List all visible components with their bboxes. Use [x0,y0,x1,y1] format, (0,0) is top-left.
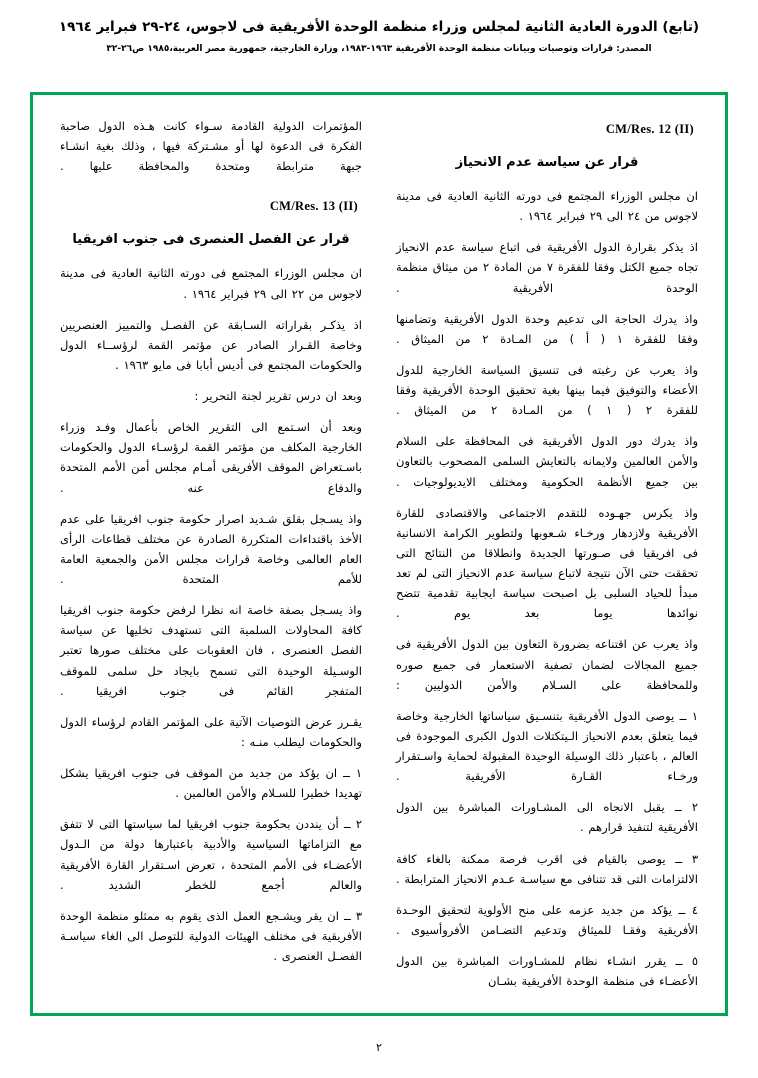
paragraph: واذ يكرس جهـوده للتقدم الاجتماعى والاقتصادى للقارة الأفريقية ولازدهار ورخـاء شـعوبها ولتطوير الكرامة الانسانية فى افريقيا فى صـورتها الجديدة وانطلاقا من النتائج التى تحققت حتى الآن نتيجة لاتباع سياسة عدم الانحياز التى لم تعد مبدأ للحياد السلبى بل اصبحت سياسة ايجابية تقدمية تتضح نوائدها يوما بعد يوم . [396,505,698,621]
paragraph: اذ يذكر بقرارة الدول الأفريقية فى اتباع سياسة عدم الانحياز تجاه جميع الكتل وفقا للفقرة ٧ من المادة ٢ من ميثاق منظمة الوحدة الأفريقية . [396,240,698,295]
paragraph: المؤتمرات الدولية القادمة سـواء كانت هـذه الدول صاحبة الفكرة فى الدعوة لها أو مشـتركة فيها ، وذلك بغية انشـاء جبهة مترابطة ومتحدة والمحافظة عليها . [60,119,362,174]
paragraph: وبعد أن اسـتمع الى التقرير الخاص بأعمال وفـد وزراء الخارجية المكلف من مؤتمر القمة لرؤسـاء الدول والحكومات باسـتعراض الموقف الأفريقى أمـام مجلس أمن الأمم المتحدة والدفاع عنه . [60,420,362,495]
paragraph: ٢ ــ يقبل الانجاه الى المشـاورات المباشرة بين الدول الأفريقية لتنفيذ قرارهم . [396,800,698,835]
left-column [60,116,362,996]
resolution-code-12: CM/Res. 12 (II) [605,122,694,136]
paragraph: واذ يسـجل بقلق شـديد اصرار حكومة جنوب افريقيا على عدم الأخذ باقتداءات المتكررة الصادرة عن مختلف قطاعات الرأى العام العالمى وخاصة قرارات مجلس الأمن والجمعية العامة للأمم المتحدة . [60,511,362,586]
paragraph: ٣ ــ ان يقر ويشـجع العمل الذى يقوم به ممثلو منظمة الوحدة الأفريقية فى مختلف الهيئات الدولية للتوصل الى الغاء سياسـة الفصـل العنصرى . [60,908,362,963]
paragraph: ١ ــ ان يؤكد من جديد من الموقف فى جنوب افريقيا يشكل تهديدا خطيرا للسـلام والأمن العالمين . [60,766,362,801]
paragraph: واذ يعرب عن اقتناعه بضرورة التعاون بين الدول الأفريقية فى جميع المجالات لضمان تصفية الاستعمار فى جميع صوره وللمحافظة على السـلام والأمن الدوليين : [396,637,698,692]
paragraph: واذ يسـجل بصفة خاصة انه نظرا لرفض حكومة جنوب افريقيا كافة المحاولات السلمية التى تستهدف تخليها عن سياسة الفصل العنصرى ، فان العقوبات على مختلف صورها تعتبر الوسـيلة الوحيدة التى تسمح بايجاد حل سلمى للموقف المتفجر القائم فى جنوب افريقيا . [60,603,362,698]
resolution-title-13: قرار عن الفصل العنصرى فى جنوب افريقيا [72,232,350,248]
page-number: ٢ [376,1041,382,1054]
paragraph: ٣ ــ يوصى بالقيام فى اقرب فرصة ممكنة بالغاء كافة الالتزامات التى قد تتنافى مع سياسـة عـدم الانحياز المترابطة . [396,851,698,886]
paragraph: وبعد ان درس تقرير لجنة التحرير : [194,389,362,403]
resolution-code-13: CM/Res. 13 (II) [269,199,358,214]
paragraph: واذ يدرك دور الدول الأفريقية فى المحافظة على السلام والأمن العالمين ولايمانه بالتعايش السلمى المصحوب بالتعاون بين جميع الأنظمة الحكومية ومختلف الايديولوجيات . [396,434,698,489]
paragraph: واذ يدرك الحاجة الى تدعيم وحدة الدول الأفريقية وتضامنها وفقا للفقرة ١ ( أ ) من المـادة ٢ من الميثاق . [396,311,698,346]
paragraph: ٢ ــ أن ينددن بحكومة جنوب افريقيا لما سياستها التى لا تتفق مع التزاماتها السياسية والأدبية باعتبارها دولة من الـدول الأعضـاء فى الأمم المتحدة ، تعرض اسـتقرار القارة الأفريقية والعالم أجمع للخطر الشديد . [60,817,362,892]
paragraph: ١ ــ يوصى الدول الأفريقية بتنسـيق سياساتها الخارجية وخاصة فيما يتعلق بعدم الانحياز الـيتكتلات الدول الكبرى الموجودة فى العالم ، باعتبار ذلك الوسيلة الوحيدة المقبولة لحماية واسـتقرار ورخـاء القـارة الأفريقية . [396,708,698,784]
paragraph: ٤ ــ يؤكد من جديد عزمه على منح الأولوية لتحقيق الوحـدة الأفريقية وفقـا للميثاق وتدعيم التضـامن الأفروأسيوى . [396,902,698,937]
two-column-body [30,92,728,1016]
right-column [396,116,698,996]
paragraph: ان مجلس الوزراء المجتمع فى دورته الثانية العادية فى مدينة لاجوس من ٢٢ الى ٢٩ فبراير ١٩٦٤ . [60,266,362,301]
header-source: المصدر: قرارات وتوصيات وبيانات منظمة الوحدة الأفريقية ١٩٦٣-١٩٨٣، وزارة الخارجية، جمهورية مصر العربية،١٩٨٥ ص٢٦-٣٢ [106,43,652,54]
paragraph: اذ يذكـر بقراراته السـابقة عن الفصـل والتمييز العنصريين وخاصة القـرار الصادر عن مؤتمر القمة لرؤســاء الدول والحكومات المجتمع فى أديس أبابا فى مايو ١٩٦٣ . [60,317,362,372]
resolution-title-12: قرار عن سياسة عدم الانحياز [455,155,639,170]
header-title: (تابع) الدورة العادية الثانية لمجلس وزراء منظمة الوحدة الأفريقية فى لاجوس، ٢٤-٢٩ فبراير ١٩٦٤ [58,19,700,35]
paragraph: ان مجلس الوزراء المجتمع فى دورته الثانية العادية فى مدينة لاجوس من ٢٤ الى ٢٩ فبراير ١٩٦٤ . [396,189,698,224]
paragraph: ٥ ــ يقرر انشـاء نظام للمشـاورات المباشرة بين الدول الأعضـاء فى منظمة الوحدة الأفريقية بشـان [396,954,698,989]
paragraph: يقـرر عرض التوصيات الآتية على المؤتمر القادم لرؤساء الدول والحكومات ليطلب منـه : [60,714,362,749]
page-header [0,0,758,56]
paragraph: واذ يعرب عن رغبته فى تنسيق السياسة الخارجية للدول الأعضاء والتوفيق فيما بينها بغية تحقيق الوحدة الأفريقية وفقا للفقرة ٢ ( ١ ) من المـادة ٢ من الميثاق . [396,362,698,418]
